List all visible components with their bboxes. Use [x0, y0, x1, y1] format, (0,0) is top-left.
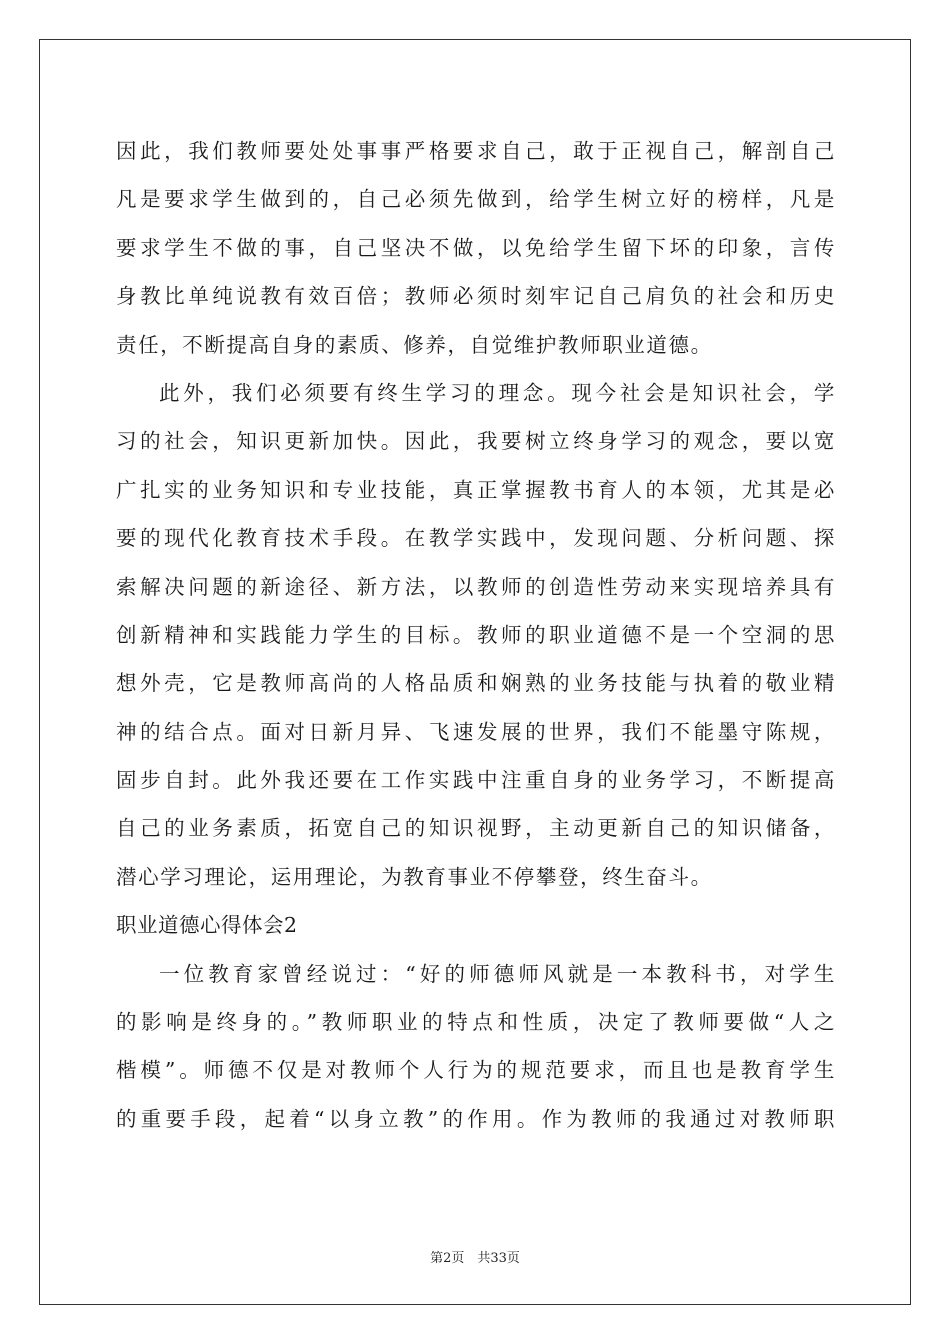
text-line: 索解决问题的新途径、新方法，以教师的创造性劳动来实现培养具有 [116, 574, 836, 599]
text-line: 广扎实的业务知识和专业技能，真正掌握教书育人的本领，尤其是必 [116, 477, 836, 502]
section-heading: 职业道德心得体会2 [116, 913, 298, 938]
text-line: 责任，不断提高自身的素质、修养，自觉维护教师职业道德。 [116, 332, 713, 357]
document-body [116, 127, 836, 1143]
text-line: 创新精神和实践能力学生的目标。教师的职业道德不是一个空洞的思 [116, 622, 836, 647]
text-line: 神的结合点。面对日新月异、飞速发展的世界，我们不能墨守陈规， [116, 719, 836, 744]
text-line: 身教比单纯说教有效百倍；教师必须时刻牢记自己肩负的社会和历史 [116, 284, 836, 309]
text-line: 想外壳，它是教师高尚的人格品质和娴熟的业务技能与执着的敬业精 [116, 671, 836, 696]
text-line: 习的社会，知识更新加快。因此，我要树立终身学习的观念，要以宽 [116, 429, 836, 454]
text-line: 固步自封。此外我还要在工作实践中注重自身的业务学习，不断提高 [116, 768, 836, 793]
paragraph-first-line: 此外，我们必须要有终生学习的理念。现今社会是知识社会，学 [159, 380, 836, 405]
text-line: 楷模”。师德不仅是对教师个人行为的规范要求，而且也是教育学生 [116, 1058, 836, 1083]
text-line: 要的现代化教育技术手段。在教学实践中，发现问题、分析问题、探 [116, 526, 836, 551]
paragraph-first-line: 一位教育家曾经说过：“好的师德师风就是一本教科书，对学生 [159, 961, 836, 986]
text-line: 要求学生不做的事，自己坚决不做，以免给学生留下坏的印象，言传 [116, 235, 836, 260]
text-line: 潜心学习理论，运用理论，为教育事业不停攀登，终生奋斗。 [116, 864, 713, 889]
page-number-footer: 第2页 共33页 [430, 1251, 520, 1266]
text-line: 自己的业务素质，拓宽自己的知识视野，主动更新自己的知识储备， [116, 816, 836, 841]
text-line: 因此，我们教师要处处事事严格要求自己，敢于正视自己，解剖自己 [116, 139, 836, 163]
text-line: 凡是要求学生做到的，自己必须先做到，给学生树立好的榜样，凡是 [116, 187, 836, 212]
text-line: 的重要手段，起着“以身立教”的作用。作为教师的我通过对教师职 [116, 1106, 836, 1131]
text-line: 的影响是终身的。”教师职业的特点和性质，决定了教师要做“人之 [116, 1010, 836, 1035]
